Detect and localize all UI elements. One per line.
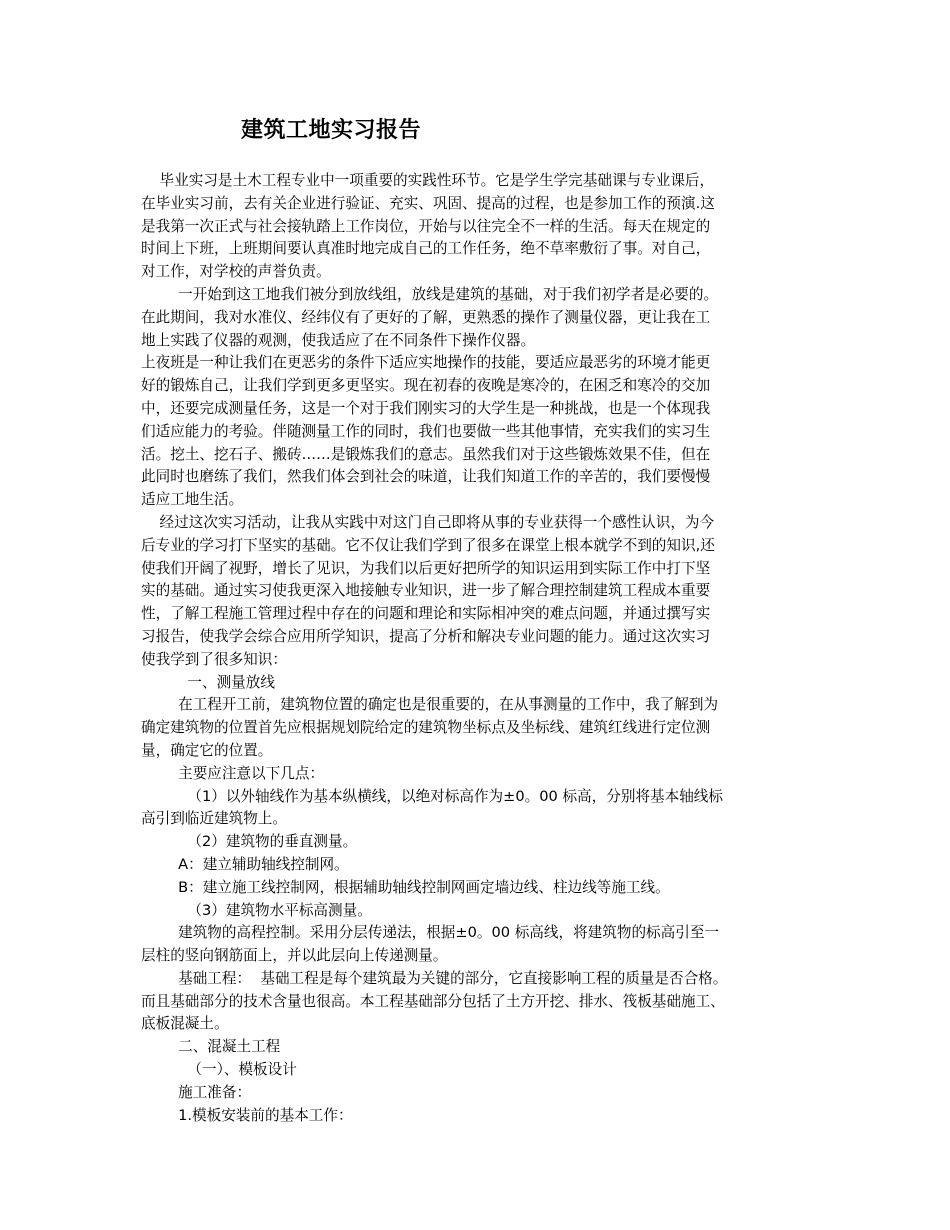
text-line: 是我第一次正式与社会接轨踏上工作岗位，开始与以往完全不一样的生活。每天在规定的 xyxy=(141,217,711,235)
text-line: 毕业实习是土木工程专业中一项重要的实践性环节。它是学生学完基础课与专业课后， xyxy=(141,172,715,189)
text-line: 习报告，使我学会综合应用所学知识，提高了分析和解决专业问题的能力。通过这次实习 xyxy=(141,627,711,645)
text-line: 基础工程： 基础工程是每个建筑最为关键的部分，它直接影响工程的质量是否合格。 xyxy=(141,969,728,987)
text-line: 一开始到这工地我们被分到放线组，放线是建筑的基础，对于我们初学者是必要的。 xyxy=(141,285,719,303)
text-line: 二、混凝土工程 xyxy=(141,1038,281,1056)
text-line: 性，了解工程施工管理过程中存在的问题和理论和实际相冲突的难点问题，并通过撰写实 xyxy=(141,605,711,623)
text-line: 时间上下班，上班期间要认真准时地完成自己的工作任务，绝不草率敷衍了事。对自己， xyxy=(141,240,711,258)
text-line: 实的基础。通过实习使我更深入地接触专业知识，进一步了解合理控制建筑工程成本重要 xyxy=(141,582,711,600)
text-line: 量，确定它的位置。 xyxy=(141,741,273,759)
text-line: 层柱的竖向钢筋面上，并以此层向上传递测量。 xyxy=(141,947,448,965)
text-line: 底板混凝土。 xyxy=(141,1015,229,1033)
text-line: 好的锻炼自己，让我们学到更多更坚实。现在初春的夜晚是寒冷的，在困乏和寒冷的交加 xyxy=(141,377,711,395)
text-line: 中，还要完成测量任务，这是一个对于我们刚实习的大学生是一种挑战，也是一个体现我 xyxy=(141,399,711,417)
text-line: （2）建筑物的垂直测量。 xyxy=(141,833,358,851)
text-line: 此同时也磨练了我们，然我们体会到社会的味道，让我们知道工作的辛苦的，我们要慢慢 xyxy=(141,468,711,486)
text-line: 使我们开阔了视野，增长了见识，为我们以后更好把所学的知识运用到实际工作中打下坚 xyxy=(141,559,711,577)
document-body xyxy=(141,170,821,1127)
text-line: 高引到临近建筑物上。 xyxy=(141,810,287,828)
text-line: 适应工地生活。 xyxy=(141,491,244,509)
text-line: 建筑物的高程控制。采用分层传递法，根据±0。00 标高线，将建筑物的标高引至一 xyxy=(141,924,720,942)
text-line: 在毕业实习前，去有关企业进行验证、充实、巩固、提高的过程，也是参加工作的预演.这 xyxy=(141,194,715,212)
text-line: 在工程开工前，建筑物位置的确定也是很重要的，在从事测量的工作中，我了解到为 xyxy=(141,696,719,714)
text-line: 确定建筑物的位置首先应根据规划院给定的建筑物坐标点及坐标线、建筑红线进行定位测 xyxy=(141,719,711,737)
text-line: 对工作，对学校的声誉负责。 xyxy=(141,263,331,281)
text-line: 上夜班是一种让我们在更恶劣的条件下适应实地操作的技能，要适应最恶劣的环境才能更 xyxy=(141,354,711,372)
text-line: 1.模板安装前的基本工作： xyxy=(141,1106,353,1124)
text-line: B：建立施工线控制网，根据辅助轴线控制网画定墙边线、柱边线等施工线。 xyxy=(141,878,670,896)
text-line: （1）以外轴线作为基本纵横线，以绝对标高作为±0。00 标高，分别将基本轴线标 xyxy=(141,787,723,805)
text-line: （3）建筑物水平标高测量。 xyxy=(141,901,372,919)
text-line: 一、测量放线 xyxy=(141,673,275,691)
text-line: 使我学到了很多知识： xyxy=(141,650,287,668)
text-line: 在此期间，我对水准仪、经纬仪有了更好的了解，更熟悉的操作了测量仪器，更让我在工 xyxy=(141,308,711,326)
text-line: （一）、模板设计 xyxy=(141,1061,297,1079)
text-line: 施工准备： xyxy=(141,1083,252,1101)
text-line: 后专业的学习打下坚实的基础。它不仅让我们学到了很多在课堂上根本就学不到的知识,还 xyxy=(141,536,715,554)
text-line: A：建立辅助轴线控制网。 xyxy=(141,855,349,873)
text-line: 主要应注意以下几点： xyxy=(141,764,325,782)
text-line: 经过这次实习活动，让我从实践中对这门自己即将从事的专业获得一个感性认识，为今 xyxy=(141,513,715,531)
text-line: 而且基础部分的技术含量也很高。本工程基础部分包括了土方开挖、排水、筏板基础施工、 xyxy=(141,992,725,1010)
text-line: 活。挖土、挖石子、搬砖……是锻炼我们的意志。虽然我们对于这些锻炼效果不佳，但在 xyxy=(141,445,711,463)
text-line: 地上实践了仪器的观测，使我适应了在不同条件下操作仪器。 xyxy=(141,331,536,349)
document-title: 建筑工地实习报告 xyxy=(241,118,422,143)
text-line: 们适应能力的考验。伴随测量工作的同时，我们也要做一些其他事情，充实我们的实习生 xyxy=(141,422,711,440)
